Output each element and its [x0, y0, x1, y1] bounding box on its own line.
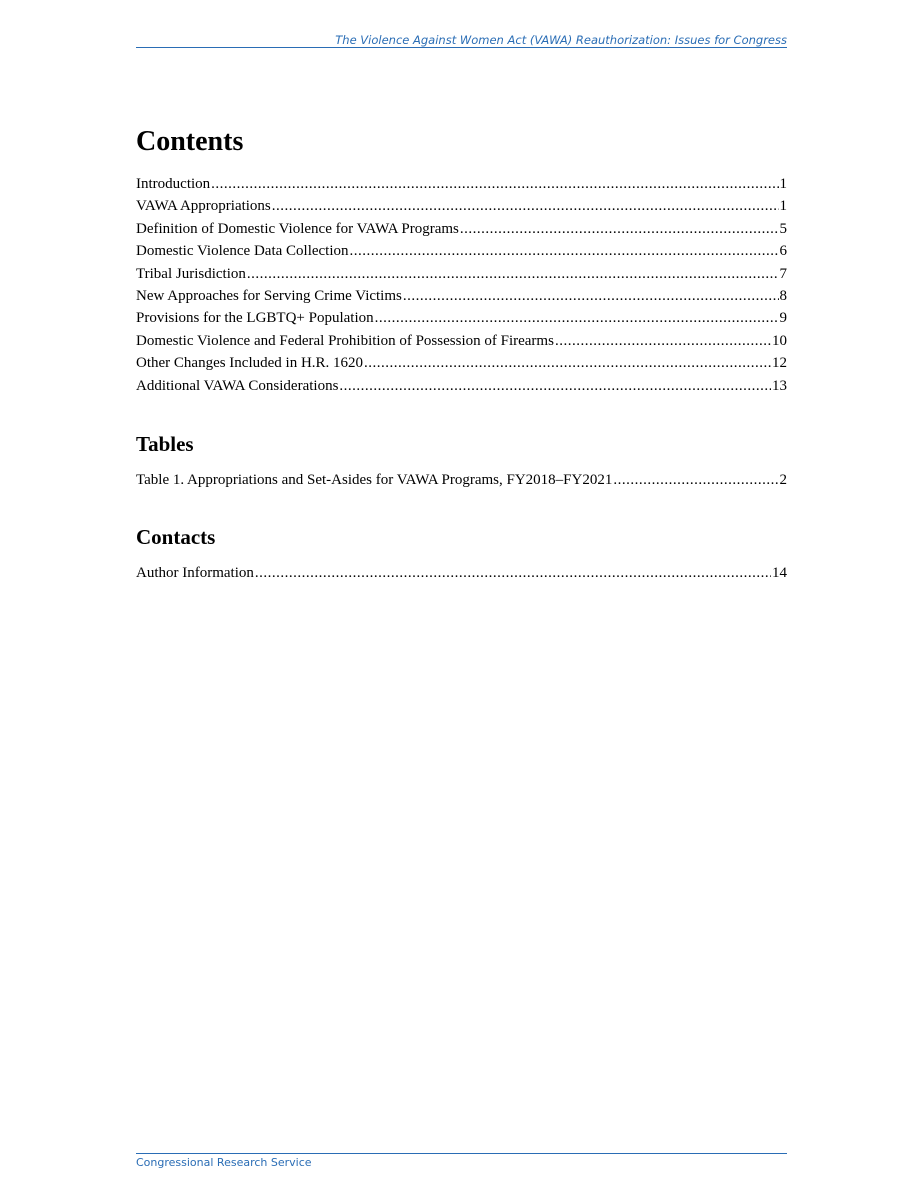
footer-org: Congressional Research Service: [136, 1156, 312, 1169]
toc-entry-page: 6: [779, 243, 787, 260]
toc-entry-page: 8: [779, 287, 787, 304]
toc-entry-label: Domestic Violence Data Collection: [136, 243, 349, 260]
running-header-title: The Violence Against Women Act (VAWA) Reauthorization: Issues for Congress: [335, 33, 787, 47]
running-header: [136, 32, 787, 48]
contents-heading: Contents: [136, 126, 244, 157]
toc-entry[interactable]: [136, 352, 787, 374]
toc-entry-label: Introduction: [136, 176, 211, 192]
toc-leader-dots: [403, 285, 779, 307]
toc-entry-page: 9: [779, 310, 787, 327]
toc-entry-label: Table 1. Appropriations and Set-Asides for VAWA Programs, FY2018–FY2021: [136, 472, 613, 488]
toc-entry-page: 12: [772, 355, 787, 372]
toc-entry-page: 10: [772, 332, 787, 349]
toc-entry-page: 1: [779, 198, 787, 215]
toc-entry[interactable]: [136, 285, 787, 307]
toc-leader-dots: [613, 469, 778, 491]
toc-entry-label: New Approaches for Serving Crime Victims: [136, 287, 402, 304]
toc-entry-page: 5: [779, 220, 787, 237]
toc-entry[interactable]: [136, 330, 787, 352]
contents-list: [136, 173, 787, 397]
toc-leader-dots: [555, 330, 771, 352]
toc-entry-page: 14: [772, 565, 787, 581]
toc-entry-page: 7: [779, 265, 787, 282]
toc-leader-dots: [255, 562, 771, 584]
toc-entry-label: VAWA Appropriations: [136, 198, 271, 215]
toc-entry-page: 13: [772, 377, 787, 394]
toc-entry-label: Tribal Jurisdiction: [136, 265, 246, 282]
toc-leader-dots: [364, 352, 771, 374]
toc-leader-dots: [272, 195, 779, 217]
toc-leader-dots: [247, 263, 779, 285]
toc-entry-label: Domestic Violence and Federal Prohibition of Possession of Firearms: [136, 332, 554, 349]
toc-entry[interactable]: [136, 195, 787, 217]
page-footer: [136, 1153, 787, 1169]
contacts-heading: Contacts: [136, 525, 216, 549]
toc-leader-dots: [211, 173, 778, 195]
toc-entry-label: Author Information: [136, 565, 254, 581]
toc-leader-dots: [339, 375, 771, 397]
toc-entry[interactable]: [136, 218, 787, 240]
toc-leader-dots: [375, 307, 779, 329]
toc-entry[interactable]: [136, 562, 787, 584]
toc-entry-label: Additional VAWA Considerations: [136, 377, 339, 394]
toc-leader-dots: [460, 218, 779, 240]
toc-entry[interactable]: [136, 307, 787, 329]
toc-entry-label: Other Changes Included in H.R. 1620: [136, 355, 364, 372]
toc-entry-label: Provisions for the LGBTQ+ Population: [136, 310, 374, 327]
toc-leader-dots: [350, 240, 779, 262]
toc-entry-page: 1: [779, 176, 787, 192]
toc-entry[interactable]: [136, 469, 787, 491]
toc-entry-page: 2: [779, 472, 787, 488]
toc-entry-label: Definition of Domestic Violence for VAWA Programs: [136, 220, 459, 237]
toc-entry[interactable]: [136, 375, 787, 397]
tables-list: [136, 469, 787, 491]
toc-entry[interactable]: [136, 263, 787, 285]
contacts-list: [136, 562, 787, 584]
toc-entry[interactable]: [136, 240, 787, 262]
tables-heading: Tables: [136, 432, 194, 456]
toc-entry[interactable]: [136, 173, 787, 195]
